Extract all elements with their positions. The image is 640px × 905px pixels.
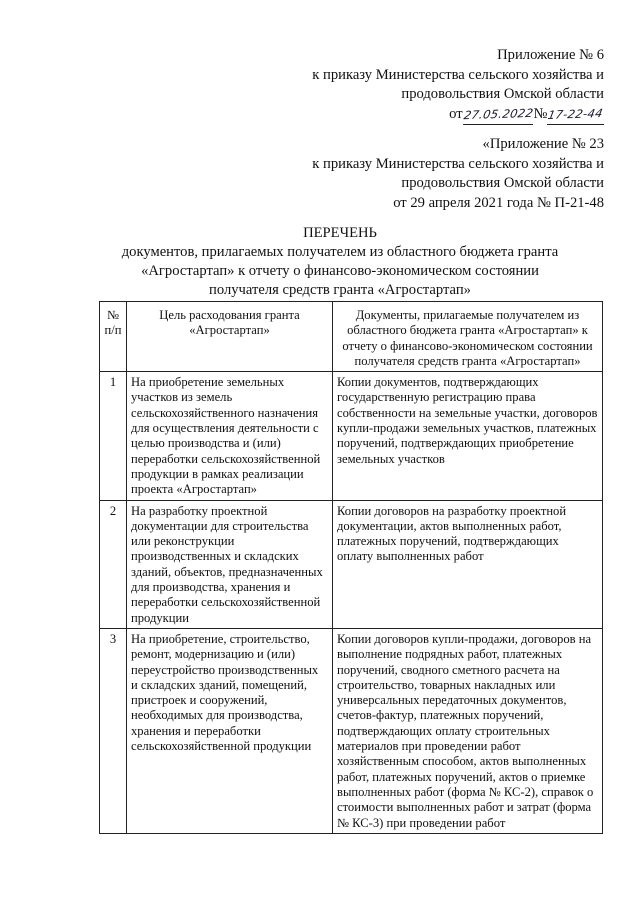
table-row xyxy=(100,500,603,628)
appendix-6-header xyxy=(312,46,604,125)
handwritten-number: 17-22-44 xyxy=(547,105,605,122)
appendix-6-date-number-line xyxy=(312,105,604,126)
appendix-23-order-line: к приказу Министерства сельского хозяйства и xyxy=(312,155,604,172)
document-title xyxy=(60,224,620,300)
appendix-6-ministry-line: продовольствия Омской области xyxy=(401,86,604,102)
appendix-23-title: «Приложение № 23 xyxy=(482,136,604,152)
row-documents: Копии договоров купли-продажи, договоров на выполнение подрядных работ, платежных поручений, сводного сметного расчета на строительство, товарных накладных или универсальных передаточных документов, счетов-фактур, платежных поручений, подтверждающих оплату строительных материалов при проведении работ хозяйственным способом, актов выполненных работ, платежных поручений, актов о приемке выполненных работ (форма № КС-2), справок о стоимости выполненных работ и затрат (форма № КС-3) при проведении работ xyxy=(333,628,603,833)
appendix-6-title: Приложение № 6 xyxy=(497,47,604,63)
appendix-23-ministry-line: продовольствия Омской области xyxy=(401,175,604,191)
row-purpose: На приобретение земельных участков из земель сельскохозяйственного назначения для осуществления деятельности с целью производства и (или) переработки сельскохозяйственной продукции в рамках реализации проекта «Агростартап» xyxy=(127,372,333,500)
appendix-23-date-line: от 29 апреля 2021 года № П-21-48 xyxy=(393,194,604,211)
table-row xyxy=(100,628,603,833)
table-header-row xyxy=(100,302,603,372)
row-number: 1 xyxy=(100,372,127,500)
row-number: 3 xyxy=(100,628,127,833)
number-prefix: № xyxy=(533,105,548,122)
title-heading: ПЕРЕЧЕНЬ xyxy=(303,225,377,241)
row-documents: Копии документов, подтверждающих государственную регистрацию права собственности на земельные участки, договоров купли-продажи земельных участков, платежных поручений, подтверждающих приобретение земельных участков xyxy=(333,372,603,500)
row-purpose: На разработку проектной документации для строительства или реконструкции производственных и складских зданий, объектов, предназначенных для производства, хранения и переработки сельскохозяйственной продукции xyxy=(127,500,333,628)
date-field xyxy=(463,105,534,126)
row-number: 2 xyxy=(100,500,127,628)
number-field xyxy=(547,105,604,126)
title-line-1: документов, прилагаемых получателем из областного бюджета гранта xyxy=(121,244,559,260)
appendix-6-order-line: к приказу Министерства сельского хозяйства и xyxy=(312,66,604,83)
documents-table xyxy=(99,301,603,834)
handwritten-date: 27.05.2022 xyxy=(462,105,535,122)
title-line-3: получателя средств гранта «Агростартап» xyxy=(209,282,471,298)
title-line-2: «Агростартап» к отчету о финансово-экономическом состоянии xyxy=(141,263,539,279)
row-purpose: На приобретение, строительство, ремонт, модернизацию и (или) переустройство производственных и складских зданий, помещений, пристроек и сооружений, необходимых для производства, хранения и переработки сельскохозяйственной продукции xyxy=(127,628,333,833)
appendix-23-header xyxy=(312,135,604,213)
row-documents: Копии договоров на разработку проектной документации, актов выполненных работ, платежных поручений, подтверждающих оплату выполненных работ xyxy=(333,500,603,628)
header-documents: Документы, прилагаемые получателем из областного бюджета гранта «Агростартап» к отчету о финансово-экономическом состоянии получателя средств гранта «Агростартап» xyxy=(333,302,603,372)
header-number: № п/п xyxy=(100,302,127,372)
from-prefix: от xyxy=(449,105,463,122)
table-row xyxy=(100,372,603,500)
header-purpose: Цель расходования гранта «Агростартап» xyxy=(127,302,333,372)
